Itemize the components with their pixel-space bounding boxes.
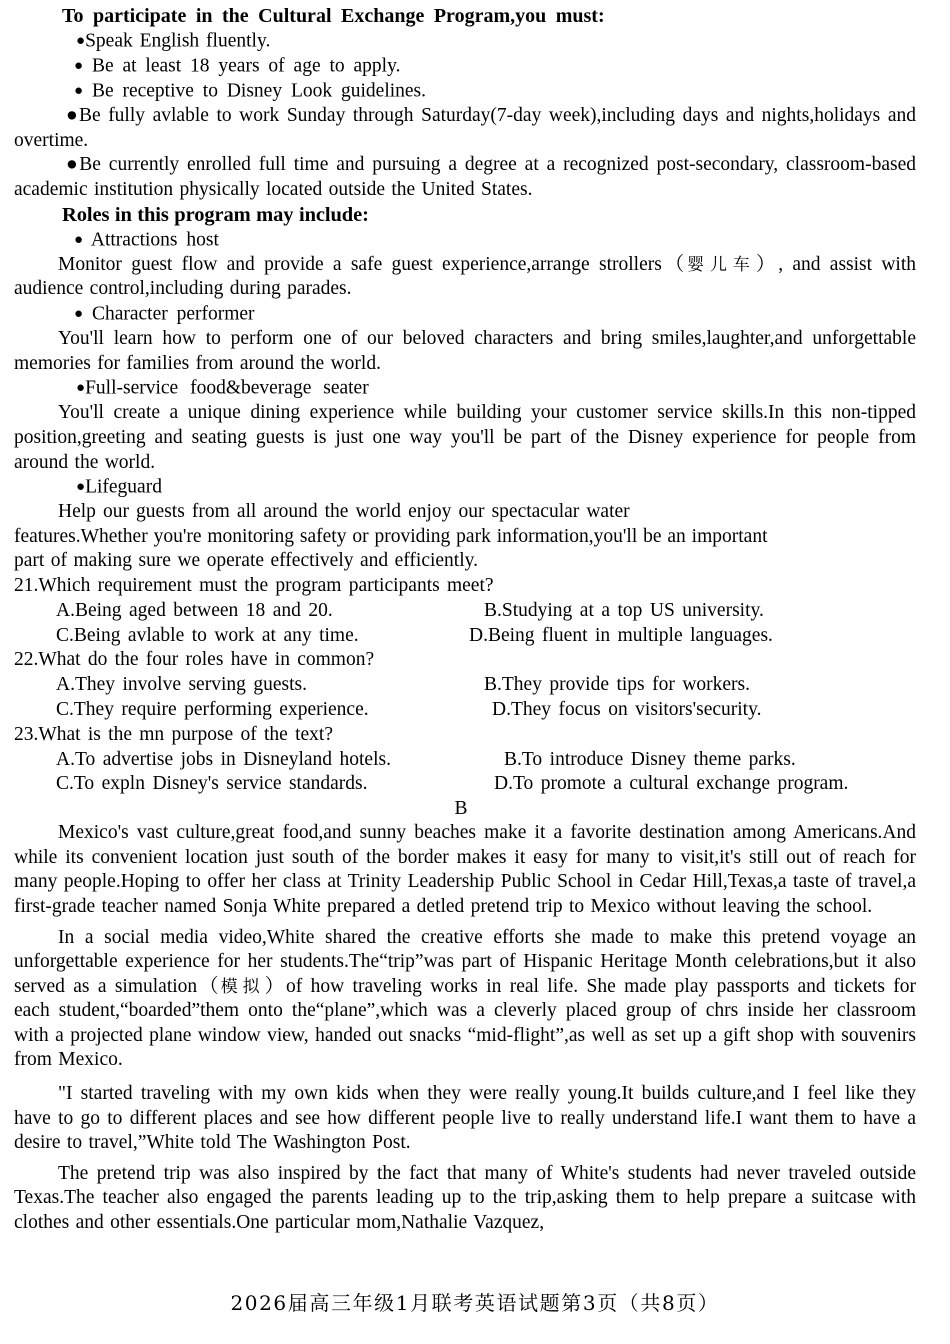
bullet-item-2 — [14, 54, 916, 79]
role-title-character-performer — [14, 302, 916, 327]
role-title-text: Lifeguard — [85, 476, 162, 498]
question-21-stem — [14, 574, 916, 599]
role-body-lifeguard-line-1: Help our guests from all around the world enjoy our spectacular water — [58, 501, 630, 523]
bullet-dot-icon: ● — [66, 105, 79, 127]
paragraph-2-pre: In a social media video,White shared the creative efforts she made to make this pretend voyage an unforgettable experience for her students.The“trip”was part of Hispanic Heritage Month celebrations,but it also served as a simulation（ — [14, 926, 916, 997]
bullet-text: Be receptive to Disney Look guidelines. — [91, 80, 427, 102]
option-23-D[interactable]: D.To promote a cultural exchange program. — [494, 773, 849, 795]
passage-b-paragraph-1: Mexico's vast culture,great food,and sunny beaches make it a favorite destination among Americans.And while its convenient location just south of the border makes it easy for many to visit,it's still out of reach for many people.Hoping to offer her class at Trinity Leadership Public School in Cedar Hill,Texas,a taste of travel,a first-grade teacher named Sonja White prepared a detled pretend trip to Mexico without leaving the school. — [14, 822, 916, 917]
role-body-food-beverage-seater: You'll create a unique dining experience while building your customer service skills.In this non-tipped position,greeting and seating guests is just one way you'll be part of the Disney experience for people from around the world. — [14, 402, 916, 473]
bullet-dot-icon: ● — [66, 154, 80, 176]
option-22-B[interactable]: B.They provide tips for workers. — [484, 674, 751, 696]
bullet-dot-icon: ● — [76, 479, 86, 496]
option-22-A[interactable]: A.They involve serving guests. — [56, 674, 307, 696]
paragraph-spacer — [14, 1073, 916, 1082]
question-23-options-row-1 — [14, 748, 916, 773]
bullet-item-3 — [14, 79, 916, 104]
question-stem-text: Which requirement must the program participants meet? — [38, 574, 494, 596]
bullet-dot-icon: ● — [74, 58, 84, 75]
question-23-options-row-2 — [14, 772, 916, 797]
passage-a-heading: To participate in the Cultural Exchange Program,you must: — [62, 5, 605, 27]
bullet-item-4 — [14, 104, 916, 153]
question-stem-text: What is the mn purpose of the text? — [38, 723, 333, 745]
passage-b-letter: B — [454, 798, 468, 820]
role-body-pre: Monitor guest flow and provide a safe guest experience,arrange strollers（ — [58, 253, 688, 275]
passage-a — [14, 4, 916, 574]
bullet-dot-icon: ● — [74, 231, 84, 248]
role-title-lifeguard — [14, 475, 916, 500]
passage-b-paragraph-3: "I started traveling with my own kids when they were really young.It builds culture,and I feel like they have to go to different places and see how different people live to really understand life.I want them to have a desire to travel,”White told The Washington Post. — [14, 1083, 916, 1154]
question-list — [14, 574, 916, 797]
role-title-text: Full-service food&beverage seater — [85, 377, 369, 399]
question-22-stem — [14, 648, 916, 673]
question-number: 21. — [14, 574, 39, 596]
option-21-B[interactable]: B.Studying at a top US university. — [484, 599, 764, 621]
question-stem-text: What do the four roles have in common? — [38, 649, 375, 671]
bullet-text: Be at least 18 years of age to apply. — [91, 55, 401, 77]
bullet-item-5 — [14, 153, 916, 202]
option-23-B[interactable]: B.To introduce Disney theme parks. — [504, 748, 796, 770]
option-21-C[interactable]: C.Being avlable to work at any time. — [56, 624, 359, 646]
bullet-text: Be currently enrolled full time and pursuing a degree at a recognized post-secondary, classroom-based academic institution physically located outside the United States. — [14, 154, 916, 201]
role-title-attractions-host — [14, 228, 916, 253]
bullet-text: Speak English fluently. — [85, 30, 271, 52]
bullet-dot-icon: ● — [76, 33, 86, 49]
option-23-A[interactable]: A.To advertise jobs in Disneyland hotels. — [56, 748, 391, 770]
question-22-options-row-1 — [14, 673, 916, 698]
page-footer: 2026届高三年级1月联考英语试题第3页（共8页） — [230, 1291, 720, 1315]
role-body-post: ）, and assist with audience control,including during parades. — [14, 253, 916, 300]
bullet-dot-icon: ● — [76, 380, 86, 397]
question-21-options-row-1 — [14, 599, 916, 624]
question-21-options-row-2 — [14, 624, 916, 649]
role-body-lifeguard-line-2: features.Whether you're monitoring safety or providing park information,you'll be an important — [14, 525, 768, 547]
passage-b-paragraph-2 — [14, 926, 916, 1074]
bullet-text: Be fully avlable to work Sunday through Saturday(7-day week),including days and nights,holidays and overtime. — [14, 105, 916, 151]
question-number: 23. — [14, 723, 39, 745]
question-22-options-row-2 — [14, 698, 916, 723]
roles-heading: Roles in this program may include: — [62, 203, 369, 226]
role-title-food-beverage-seater — [14, 376, 916, 401]
passage-b-paragraph-4: The pretend trip was also inspired by the fact that many of White's students had never traveled outside Texas.The teacher also engaged the parents leading up to the trip,asking them to help prepare a suitcase with clothes and other essentials.One particular mom,Nathalie Vazquez, — [14, 1162, 916, 1234]
option-21-A[interactable]: A.Being aged between 18 and 20. — [56, 599, 333, 621]
option-21-D[interactable]: D.Being fluent in multiple languages. — [469, 624, 773, 646]
cjk-gloss-stroller: 婴儿车 — [687, 254, 756, 275]
role-body-lifeguard-line-3: part of making sure we operate effectively and efficiently. — [14, 550, 478, 572]
cjk-gloss-simulation: 模拟 — [220, 976, 265, 997]
role-title-text: Character performer — [91, 303, 255, 325]
option-22-D[interactable]: D.They focus on visitors'security. — [492, 698, 762, 720]
question-number: 22. — [14, 649, 39, 671]
paragraph-2-post: ）of how traveling works in real life. She made play passports and tickets for each student,“boarded”them onto the“plane”,which was a cleverly placed group of chrs inside her classroom with a projected plane window view, handed out snacks “mid-flight”,as well as set up a gift shop with souvenirs from Mexico. — [14, 975, 917, 1071]
bullet-dot-icon: ● — [74, 83, 84, 100]
role-body-attractions-host — [14, 253, 916, 302]
passage-b — [14, 797, 916, 1236]
role-title-text: Attractions host — [90, 229, 219, 251]
bullet-dot-icon: ● — [74, 305, 84, 322]
option-22-C[interactable]: C.They require performing experience. — [56, 698, 369, 720]
question-23-stem — [14, 723, 916, 748]
bullet-item-1 — [14, 29, 916, 54]
option-23-C[interactable]: C.To expln Disney's service standards. — [56, 773, 368, 795]
role-body-character-performer: You'll learn how to perform one of our beloved characters and bring smiles,laughter,and unforgettable memories for families from around the world. — [14, 328, 916, 374]
